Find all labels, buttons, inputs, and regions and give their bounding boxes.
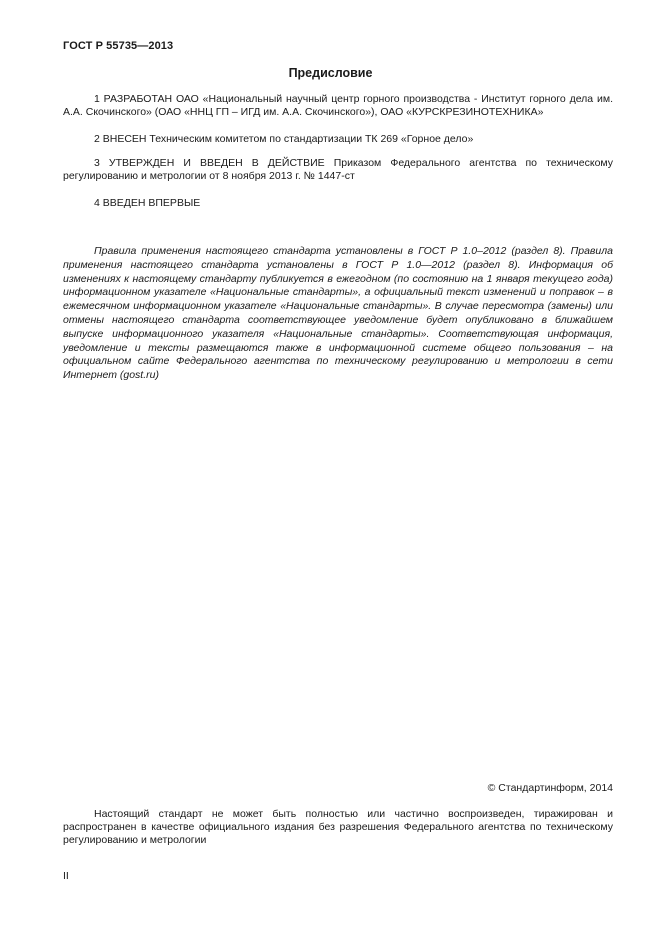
copyright-line: © Стандартинформ, 2014 <box>487 782 613 794</box>
preface-paragraph-4: 4 ВВЕДЕН ВПЕРВЫЕ <box>94 197 201 209</box>
preface-paragraph-3: 3 УТВЕРЖДЕН И ВВЕДЕН В ДЕЙСТВИЕ Приказом Федерального агентства по техническому регулированию и метрологии от 8 ноября 2013 г. № 1447-ст <box>63 157 613 182</box>
standard-code: ГОСТ Р 55735—2013 <box>63 40 174 52</box>
application-rules-notice: Правила применения настоящего стандарта установлены в ГОСТ Р 1.0–2012 (раздел 8). Правила применения настоящего стандарта установлены в ГОСТ Р 1.0—2012 (раздел 8). Информация об изменениях к настоящему стандарту публикуется в ежегодном (по состоянию на 1 января текущего года) информационном указателе «Национальные стандарты», а официальный текст изменений и поправок – в ежемесячном информационном указателе «Национальные стандарты». В случае пересмотра (замены) или отмены настоящего стандарта соответствующее уведомление будет опубликовано в ближайшем выпуске информационного указателя «Национальные стандарты». Соответствующая информация, уведомление и тексты размещаются также в информационной системе общего пользования – на официальном сайте Федерального агентства по техническому регулированию и метрологии в сети Интернет (gost.ru) <box>63 245 613 382</box>
preface-title: Предисловие <box>288 66 373 80</box>
preface-paragraph-1: 1 РАЗРАБОТАН ОАО «Национальный научный центр горного производства - Институт горного дела им. А.А. Скочинского» (ОАО «ННЦ ГП – ИГД им. А.А. Скочинского»), ОАО «КУРСКРЕЗИНОТЕХНИКА» <box>63 93 613 118</box>
page-number: II <box>63 870 69 882</box>
preface-paragraph-2: 2 ВНЕСЕН Техническим комитетом по стандартизации ТК 269 «Горное дело» <box>94 133 474 145</box>
reproduction-notice: Настоящий стандарт не может быть полностью или частично воспроизведен, тиражирован и распространен в качестве официального издания без разрешения Федерального агентства по техническому регулированию и метрологии <box>63 808 613 846</box>
